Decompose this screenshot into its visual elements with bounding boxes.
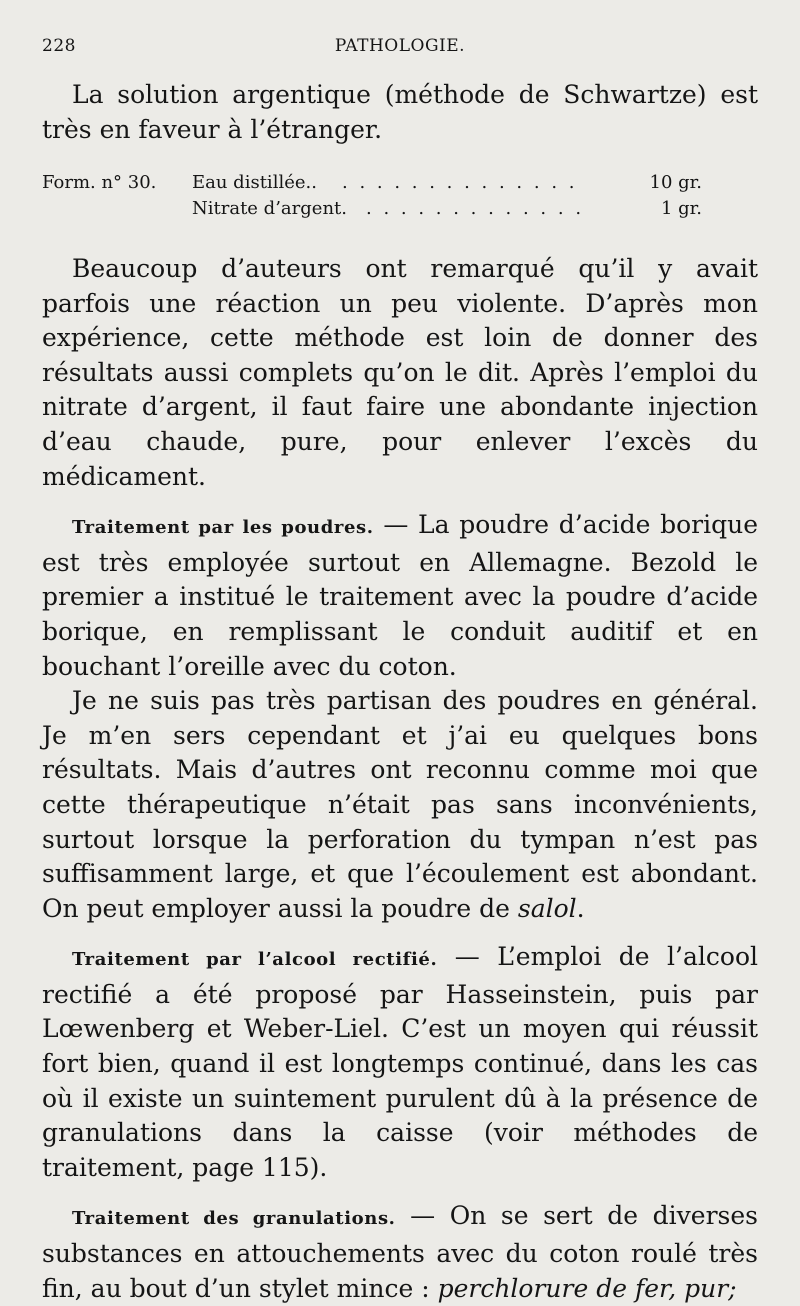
formula-substance: Nitrate d’argent. [192, 198, 347, 219]
section-poudres [42, 508, 758, 684]
formula-leader-dots: . . . . . . . . . . . . . [366, 198, 585, 219]
paragraph-nitrate: Beaucoup d’auteurs ont remarqué qu’il y avait parfois une réaction un peu violente. D’après mon expérience, cette méthode est loin de donner des résultats aussi complets qu’on le dit. Après l’emploi du nitrate d’argent, il faut faire une abondante injection d’eau chaude, pure, pour enlever l’excès du médicament. [42, 254, 758, 491]
formula-quantity: 1 gr. [660, 198, 702, 219]
section-alcool [42, 940, 758, 1185]
salol-term: salol [517, 893, 577, 923]
page-number: 228 [42, 36, 76, 56]
em-dash: — [437, 942, 498, 972]
paragraph-partisan-end: . [576, 893, 585, 923]
page-header [42, 36, 758, 64]
section-text-poudres: La poudre d’acide borique est très employée surtout en Allemagne. Bezold le premier a institué le traitement avec la poudre d’acide borique, en remplissant le conduit auditif et en bouchant l’oreille avec du coton. [42, 510, 758, 681]
formula-label: Form. n° 30. [42, 172, 157, 193]
section-granulations [42, 1199, 758, 1306]
running-title: PATHOLOGIE. [334, 36, 466, 56]
section-heading-granulations: Traitement des granulations. [72, 1208, 396, 1230]
formula-row [42, 196, 702, 222]
section-heading-poudres: Traitement par les poudres. [72, 517, 374, 539]
formula-quantity: 10 gr. [649, 172, 702, 193]
paragraph-partisan [42, 684, 758, 926]
intro-paragraph [42, 78, 758, 147]
formula-row [42, 170, 702, 196]
formula-leader-dots: . . . . . . . . . . . . . . [342, 172, 578, 193]
paragraph-partisan-text: Je ne suis pas très partisan des poudres en général. Je m’en sers cependant et j’ai eu quelques bons résultats. Mais d’autres ont reconnu comme moi que cette thérapeutique n’était pas sans inconvénients, surtout lorsque la perforation du tympan n’est pas suffisamment large, et que l’écoulement est abondant. On peut employer aussi la poudre de [42, 686, 758, 923]
section-text-granulations: On se sert de diverses substances en attouchements avec du coton roulé très fin, au bout d’un stylet mince : [42, 1201, 758, 1303]
section-heading-alcool: Traitement par l’alcool rectifié. [72, 949, 438, 971]
em-dash: — [373, 510, 419, 540]
section-text-alcool: L’emploi de l’alcool rectifié a été proposé par Hasseinstein, puis par Lœwenberg et Weber-Liel. C’est un moyen qui réussit fort bien, quand il est longtemps continué, dans les cas où il existe un suintement purulent dû à la présence de granulations dans la caisse (voir méthodes de traitement, page 115). [42, 942, 758, 1182]
formula-substance: Eau distillée.. [192, 172, 317, 193]
perchlorure-term: perchlorure de fer, pur; [437, 1273, 737, 1303]
em-dash: — [395, 1201, 450, 1231]
intro-text: La solution argentique (méthode de Schwartze) est très en faveur à l’étranger. [42, 80, 758, 144]
prescription-formula [42, 170, 702, 222]
main-text [42, 252, 758, 1306]
